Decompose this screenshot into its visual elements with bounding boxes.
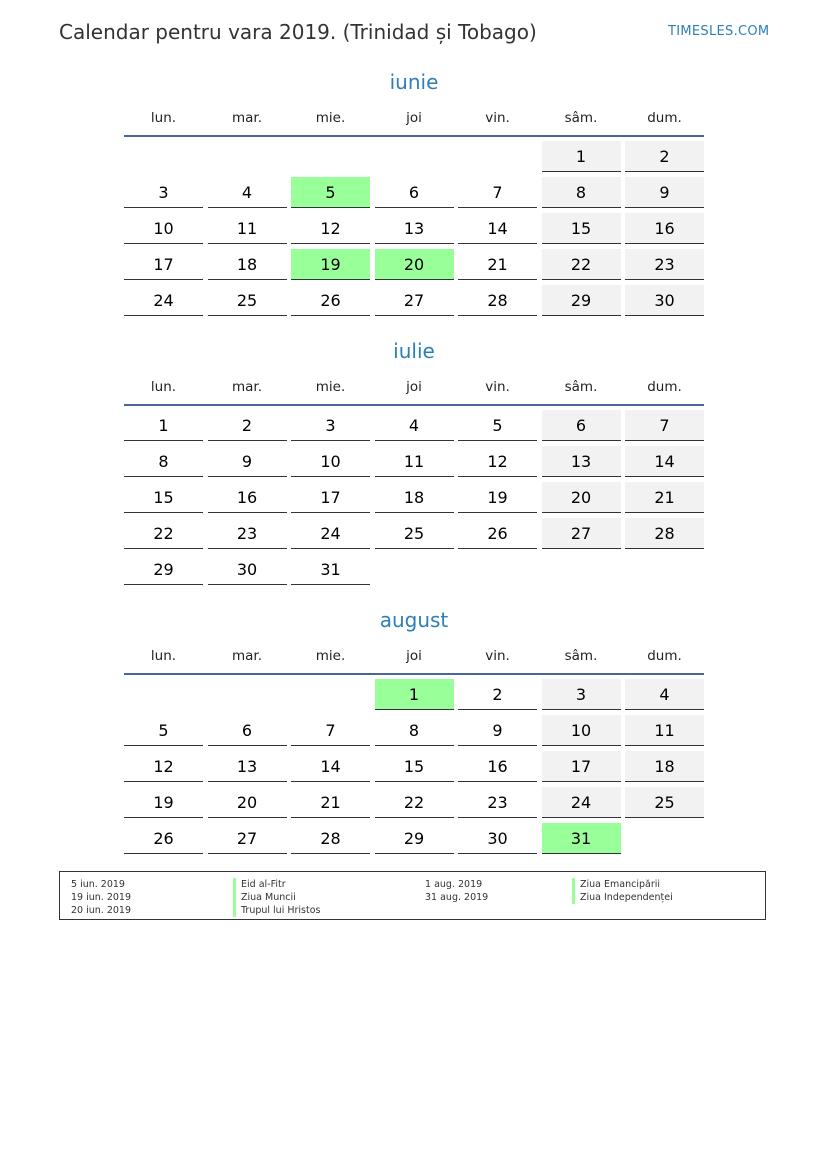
day-cell: 14	[625, 446, 704, 477]
day-cell: 21	[458, 249, 537, 280]
day-cell: 8	[375, 715, 454, 746]
month-name: august	[379, 608, 449, 632]
day-cell: 3	[124, 177, 203, 208]
day-cell: 25	[375, 518, 454, 549]
month-name: iulie	[393, 339, 435, 363]
day-cell: 2	[458, 679, 537, 710]
weekday-label: vin.	[485, 648, 510, 664]
day-cell: 8	[542, 177, 621, 208]
day-cell: 28	[625, 518, 704, 549]
legend-date: 1 aug. 2019	[425, 879, 483, 890]
day-cell: 12	[124, 751, 203, 782]
weekday-label: sâm.	[564, 648, 598, 664]
day-cell: 3	[291, 410, 370, 441]
day-cell: 5	[124, 715, 203, 746]
day-cell: 6	[208, 715, 287, 746]
weekday-header	[124, 648, 704, 668]
month-name: iunie	[389, 70, 439, 94]
day-cell: 19	[124, 787, 203, 818]
legend-holiday-name: Ziua Muncii	[233, 891, 321, 904]
weekday-label: lun.	[150, 379, 177, 395]
day-cell: 26	[124, 823, 203, 854]
weekday-label: joi	[406, 379, 422, 395]
legend-holiday-name: Ziua Emancipării	[572, 878, 673, 891]
legend-date: 31 aug. 2019	[425, 892, 489, 903]
day-cell: 22	[124, 518, 203, 549]
day-cell: 7	[291, 715, 370, 746]
day-cell: 14	[458, 213, 537, 244]
site-link[interactable]: TIMESLES.COM	[668, 24, 770, 39]
weekday-label: dum.	[647, 110, 682, 126]
day-cell: 1	[124, 410, 203, 441]
header-divider	[124, 135, 704, 137]
weekday-label: mar.	[231, 110, 263, 126]
day-cell: 4	[375, 410, 454, 441]
day-cell: 26	[291, 285, 370, 316]
weekday-label: mie.	[315, 648, 346, 664]
day-cell: 3	[542, 679, 621, 710]
legend-left-names	[233, 878, 321, 917]
day-cell-holiday: 20	[375, 249, 454, 280]
day-cell: 23	[208, 518, 287, 549]
day-cell: 4	[208, 177, 287, 208]
weekday-label: dum.	[647, 379, 682, 395]
day-cell: 30	[208, 554, 287, 585]
weekday-label: dum.	[647, 648, 682, 664]
weekday-label: mie.	[315, 110, 346, 126]
weekday-header	[124, 110, 704, 130]
day-cell: 26	[458, 518, 537, 549]
day-cell: 27	[542, 518, 621, 549]
day-cell: 28	[291, 823, 370, 854]
legend-right-dates	[425, 878, 488, 904]
day-cell: 22	[375, 787, 454, 818]
day-cell: 23	[625, 249, 704, 280]
day-cell: 17	[124, 249, 203, 280]
day-cell: 2	[625, 141, 704, 172]
legend-holiday-name: Ziua Independenței	[572, 891, 673, 904]
day-grid	[124, 679, 704, 879]
day-cell: 25	[625, 787, 704, 818]
day-cell: 12	[291, 213, 370, 244]
day-cell: 4	[625, 679, 704, 710]
day-cell: 5	[458, 410, 537, 441]
weekday-label: joi	[406, 648, 422, 664]
day-cell: 27	[208, 823, 287, 854]
day-cell: 6	[542, 410, 621, 441]
weekday-label: joi	[406, 110, 422, 126]
weekday-label: sâm.	[564, 110, 598, 126]
legend-left-dates	[71, 878, 131, 917]
legend-date: 5 iun. 2019	[71, 879, 125, 890]
day-cell: 15	[124, 482, 203, 513]
day-cell: 25	[208, 285, 287, 316]
day-cell: 10	[542, 715, 621, 746]
day-cell: 6	[375, 177, 454, 208]
day-cell: 8	[124, 446, 203, 477]
day-cell: 29	[542, 285, 621, 316]
day-cell: 13	[542, 446, 621, 477]
day-cell: 17	[542, 751, 621, 782]
legend-holiday-name: Eid al-Fitr	[233, 878, 321, 891]
day-cell: 21	[625, 482, 704, 513]
day-cell: 7	[458, 177, 537, 208]
day-cell: 10	[291, 446, 370, 477]
day-cell-holiday: 19	[291, 249, 370, 280]
legend-right-names	[572, 878, 673, 904]
day-cell-holiday: 31	[542, 823, 621, 854]
day-cell: 13	[375, 213, 454, 244]
day-cell-holiday: 1	[375, 679, 454, 710]
weekday-label: vin.	[485, 379, 510, 395]
day-cell: 23	[458, 787, 537, 818]
day-cell: 18	[625, 751, 704, 782]
day-cell: 11	[375, 446, 454, 477]
legend-holiday-name: Trupul lui Hristos	[233, 904, 321, 917]
day-cell: 21	[291, 787, 370, 818]
day-cell: 9	[625, 177, 704, 208]
weekday-label: sâm.	[564, 379, 598, 395]
weekday-label: mar.	[231, 379, 263, 395]
weekday-label: lun.	[150, 110, 177, 126]
day-cell: 15	[375, 751, 454, 782]
day-cell: 2	[208, 410, 287, 441]
day-cell: 12	[458, 446, 537, 477]
day-cell: 16	[458, 751, 537, 782]
legend-date: 19 iun. 2019	[71, 892, 132, 903]
weekday-label: lun.	[150, 648, 177, 664]
day-cell: 18	[375, 482, 454, 513]
day-cell: 24	[291, 518, 370, 549]
day-cell: 24	[542, 787, 621, 818]
day-cell: 16	[625, 213, 704, 244]
header-divider	[124, 673, 704, 675]
day-cell: 27	[375, 285, 454, 316]
day-cell: 31	[291, 554, 370, 585]
day-cell: 11	[208, 213, 287, 244]
day-cell: 14	[291, 751, 370, 782]
day-cell: 9	[208, 446, 287, 477]
day-cell: 9	[458, 715, 537, 746]
day-cell: 17	[291, 482, 370, 513]
day-cell: 29	[375, 823, 454, 854]
day-cell: 20	[208, 787, 287, 818]
day-cell: 24	[124, 285, 203, 316]
day-cell: 30	[625, 285, 704, 316]
day-cell: 11	[625, 715, 704, 746]
weekday-label: mie.	[315, 379, 346, 395]
day-cell: 15	[542, 213, 621, 244]
day-grid	[124, 141, 704, 341]
day-cell: 29	[124, 554, 203, 585]
weekday-header	[124, 379, 704, 399]
day-cell: 16	[208, 482, 287, 513]
day-cell: 13	[208, 751, 287, 782]
day-cell-holiday: 5	[291, 177, 370, 208]
day-cell: 10	[124, 213, 203, 244]
day-cell: 28	[458, 285, 537, 316]
day-cell: 1	[542, 141, 621, 172]
day-cell: 22	[542, 249, 621, 280]
page-title: Calendar pentru vara 2019. (Trinidad și Tobago)	[59, 20, 537, 44]
day-cell: 7	[625, 410, 704, 441]
holiday-legend	[59, 871, 766, 920]
weekday-label: vin.	[485, 110, 510, 126]
legend-date: 20 iun. 2019	[71, 905, 132, 916]
day-cell: 30	[458, 823, 537, 854]
day-cell: 18	[208, 249, 287, 280]
day-cell: 19	[458, 482, 537, 513]
header-divider	[124, 404, 704, 406]
weekday-label: mar.	[231, 648, 263, 664]
day-cell: 20	[542, 482, 621, 513]
day-grid	[124, 410, 704, 610]
